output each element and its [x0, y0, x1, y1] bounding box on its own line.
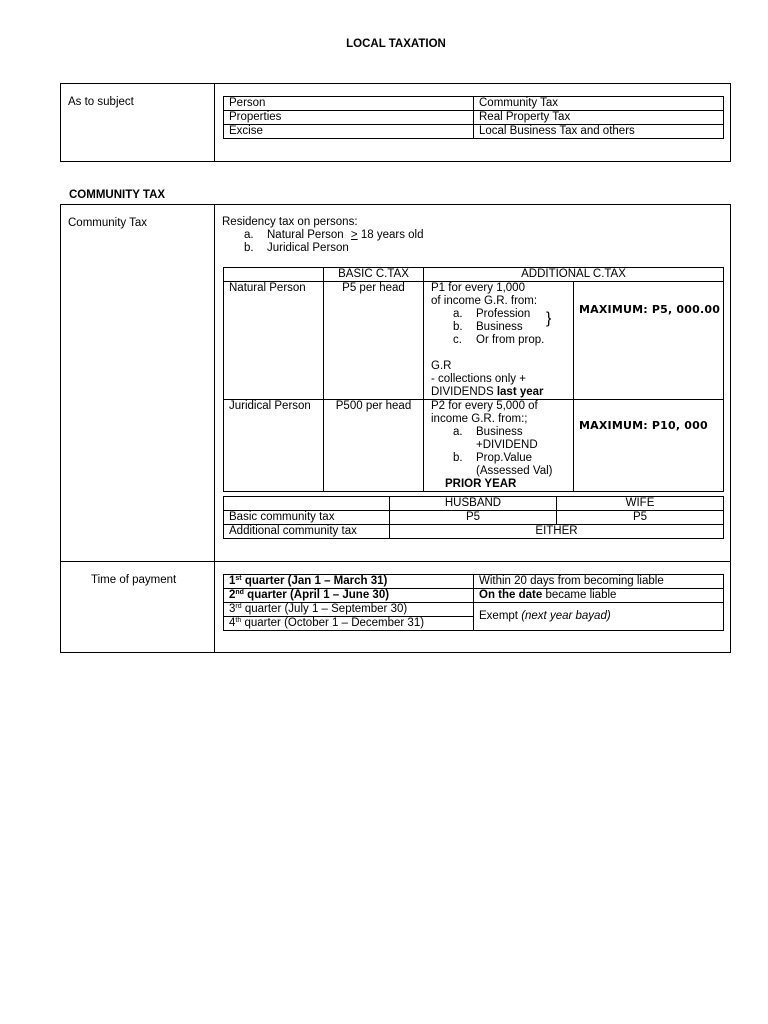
table-row: [224, 525, 724, 539]
quarter-2: [224, 589, 474, 603]
right-brace-icon: }: [546, 310, 552, 327]
subject-frame-divider: [214, 83, 215, 162]
basic-juridical: P500 per head: [324, 400, 424, 492]
rule-text: became liable: [542, 589, 617, 601]
list-item: [267, 229, 424, 242]
greater-equal-symbol: >: [350, 229, 358, 241]
table-row: [224, 589, 724, 603]
table-row: [224, 111, 724, 125]
payment-rule-1: Within 20 days from becoming liable: [474, 575, 724, 589]
basic-natural: P5 per head: [324, 282, 424, 400]
list-marker: a.: [453, 308, 463, 320]
payment-label: Time of payment: [91, 574, 177, 586]
basic-husband: P5: [390, 511, 557, 525]
table-row: [224, 282, 724, 400]
rule-bold-text: On the date: [479, 589, 543, 601]
additional-line: income G.R. from:;: [431, 413, 528, 425]
column-header-additional: ADDITIONAL C.TAX: [424, 268, 724, 282]
list-item-text: Business: [476, 321, 523, 333]
quarter-3: [224, 603, 474, 617]
list-marker: b.: [453, 321, 463, 333]
additional-line: P1 for every 1,000: [431, 282, 525, 294]
basic-wife: P5: [557, 511, 724, 525]
ordinal-suffix: rd: [235, 603, 242, 610]
quarter-text: quarter (April 1 – June 30): [243, 589, 390, 601]
gr-label: G.R: [431, 360, 452, 372]
maximum-juridical-cell: [574, 400, 724, 492]
column-header-basic: BASIC C.TAX: [324, 268, 424, 282]
dividends-text: DIVIDENDS: [431, 386, 494, 398]
payment-rule-2: [474, 589, 724, 603]
community-tax-frame-divider: [214, 204, 215, 653]
section-heading: COMMUNITY TAX: [69, 189, 166, 201]
quarter-number: 3: [229, 603, 236, 615]
table-row: [224, 575, 724, 589]
quarter-text: quarter (October 1 – December 31): [241, 617, 425, 629]
list-item-text: Natural Person: [267, 229, 344, 241]
additional-line: P2 for every 5,000 of: [431, 400, 538, 412]
payment-rule-3: [474, 603, 724, 631]
quarter-text: quarter (July 1 – September 30): [241, 603, 408, 615]
row-label-basic: Basic community tax: [224, 511, 390, 525]
table-cell: Excise: [224, 125, 474, 139]
table-cell: [224, 497, 390, 511]
list-item-continuation: +DIVIDEND: [476, 439, 538, 451]
prior-year-text: PRIOR YEAR: [445, 478, 517, 490]
table-cell: Person: [224, 97, 474, 111]
frame-row-separator: [60, 561, 731, 562]
quarter-number: 2: [229, 589, 236, 601]
maximum-juridical: MAXIMUM: P10, 000: [579, 419, 708, 432]
list-item-text: Juridical Person: [267, 242, 349, 254]
rates-table: [223, 267, 724, 492]
ordinal-suffix: st: [235, 575, 242, 582]
quarter-4: [224, 617, 474, 631]
residency-intro: Residency tax on persons:: [222, 216, 358, 228]
ordinal-suffix: th: [235, 617, 242, 624]
page-title: LOCAL TAXATION: [346, 38, 446, 50]
row-label-additional: Additional community tax: [224, 525, 390, 539]
list-item-text: Profession: [476, 308, 531, 320]
table-row: [224, 268, 724, 282]
ordinal-suffix: nd: [235, 589, 244, 596]
quarter-number: 1: [229, 575, 236, 587]
list-item-continuation: (Assessed Val): [476, 465, 553, 477]
dividends-line: [431, 386, 573, 399]
rule-text: Exempt: [479, 610, 522, 622]
list-item-text: Business: [476, 426, 523, 438]
table-row: [224, 511, 724, 525]
maximum-natural-cell: [574, 282, 724, 400]
list-item-extra: 18 years old: [360, 229, 424, 241]
last-year-text: last year: [496, 386, 544, 398]
list-marker: b.: [244, 242, 254, 254]
table-cell: Real Property Tax: [474, 111, 724, 125]
list-marker: a.: [244, 229, 254, 241]
table-row: [224, 97, 724, 111]
additional-natural: [424, 282, 574, 400]
table-row: [224, 497, 724, 511]
additional-juridical: [424, 400, 574, 492]
table-row: [224, 603, 724, 617]
quarter-text: quarter (Jan 1 – March 31): [241, 575, 388, 587]
table-cell: Local Business Tax and others: [474, 125, 724, 139]
spouse-table: [223, 496, 724, 539]
table-row: [224, 125, 724, 139]
community-tax-label: Community Tax: [68, 217, 148, 229]
payment-table: [223, 574, 724, 631]
list-marker: c.: [453, 334, 462, 346]
additional-either: EITHER: [390, 525, 724, 539]
quarter-number: 4: [229, 617, 236, 629]
additional-line: of income G.R. from:: [431, 295, 538, 307]
table-cell: [224, 268, 324, 282]
list-item-text: Or from prop.: [476, 334, 545, 346]
quarter-1: [224, 575, 474, 589]
subject-table: [223, 96, 724, 139]
rule-italic-text: (next year bayad): [521, 610, 611, 622]
row-label-natural: Natural Person: [224, 282, 324, 400]
list-marker: a.: [453, 426, 463, 438]
subject-label: As to subject: [68, 96, 134, 108]
maximum-natural: MAXIMUM: P5, 000.00: [579, 303, 721, 316]
table-cell: Community Tax: [474, 97, 724, 111]
table-cell: Properties: [224, 111, 474, 125]
list-item-text: Prop.Value: [476, 452, 533, 464]
list-marker: b.: [453, 452, 463, 464]
column-header-wife: WIFE: [557, 497, 724, 511]
column-header-husband: HUSBAND: [390, 497, 557, 511]
table-row: [224, 400, 724, 492]
row-label-juridical: Juridical Person: [224, 400, 324, 492]
collections-line: - collections only +: [431, 373, 526, 385]
